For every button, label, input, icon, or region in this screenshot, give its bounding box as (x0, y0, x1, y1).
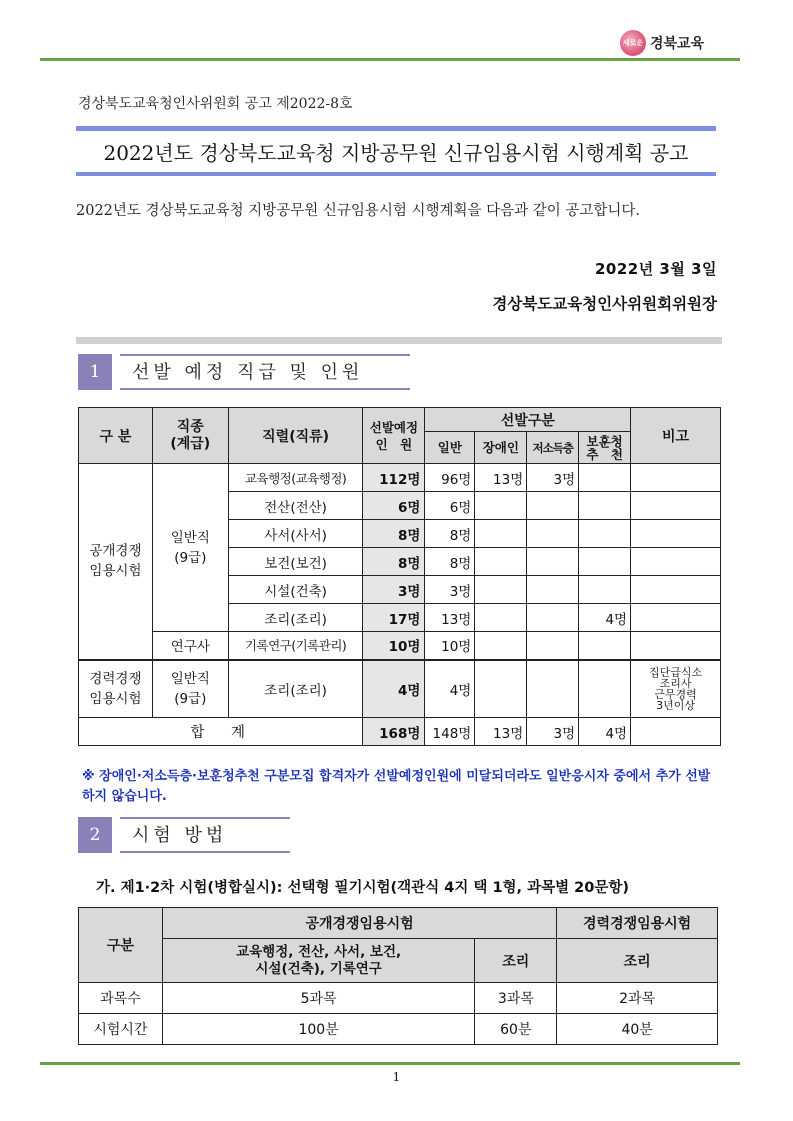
section-divider (76, 337, 722, 344)
group-general9-career: 일반직 (9급) (152, 660, 228, 718)
table-row (79, 1014, 718, 1045)
cell-remark (631, 576, 721, 604)
header-disabled: 장애인 (475, 432, 527, 464)
cell-open-general: 100분 (162, 1014, 474, 1045)
cell-remark (631, 632, 721, 660)
cell-open-general: 5과목 (162, 983, 474, 1014)
cell-lowincome (527, 576, 579, 604)
exam-method-table (78, 907, 718, 1045)
cell-general: 13명 (425, 604, 475, 632)
cell-planned: 6명 (363, 492, 425, 520)
title-rule-bottom (76, 172, 716, 176)
cell-lowincome: 3명 (527, 464, 579, 492)
cell-general: 3명 (425, 576, 475, 604)
header-remark: 비고 (631, 408, 721, 464)
cell-veteran (579, 548, 631, 576)
header-type: 직종 (계급) (152, 408, 228, 464)
cell-planned: 4명 (363, 660, 425, 718)
cell-veteran: 4명 (579, 604, 631, 632)
page-number: 1 (392, 1070, 401, 1084)
total-label: 합 계 (79, 718, 363, 746)
cell-series: 전산(전산) (228, 492, 363, 520)
header-veteran: 보훈청 추 천 (579, 432, 631, 464)
cell-disabled (475, 548, 527, 576)
group-general9: 일반직 (9급) (152, 464, 228, 632)
total-general: 148명 (425, 718, 475, 746)
top-rule (40, 58, 740, 61)
cell-general: 10명 (425, 632, 475, 660)
cell-series: 보건(보건) (228, 548, 363, 576)
cell-veteran (579, 464, 631, 492)
total-lowincome: 3명 (527, 718, 579, 746)
cell-veteran (579, 576, 631, 604)
cell-disabled (475, 576, 527, 604)
header-open-general: 교육행정, 전산, 사서, 보건, 시설(건축), 기록연구 (162, 939, 474, 983)
cell-planned: 8명 (363, 548, 425, 576)
cell-planned: 17명 (363, 604, 425, 632)
cell-lowincome (527, 520, 579, 548)
cell-lowincome (527, 632, 579, 660)
cell-series: 사서(사서) (228, 520, 363, 548)
cell-disabled (475, 604, 527, 632)
footnote: ※ 장애인·저소득층·보훈청추천 구분모집 합격자가 선발예정인원에 미달되더라도 일반응시자 중에서 추가 선발하지 않습니다. (82, 769, 711, 804)
cell-veteran (579, 632, 631, 660)
total-row (79, 718, 721, 746)
table-row (79, 632, 721, 660)
total-disabled: 13명 (475, 718, 527, 746)
header-selection: 선발구분 (425, 408, 631, 432)
cell-remark (631, 548, 721, 576)
notice-date: 2022년 3월 3일 (594, 260, 717, 278)
exam-subheading: 가. 제1·2차 시험(병합실시): 선택형 필기시험(객관식 4지 택 1형, 과목별 20문항) (96, 880, 629, 896)
signer: 경상북도교육청인사위원회위원장 (492, 295, 717, 313)
logo (620, 30, 704, 56)
notice-number: 경상북도교육청인사위원회 공고 제2022-8호 (78, 96, 353, 112)
cell-lowincome (527, 660, 579, 718)
cell-disabled (475, 492, 527, 520)
cell-veteran (579, 520, 631, 548)
header-open-cook: 조리 (475, 939, 557, 983)
header-planned: 선발예정 인 원 (363, 408, 425, 464)
logo-text: 경북교육 (650, 36, 705, 52)
table-row (79, 464, 721, 492)
cell-disabled: 13명 (475, 464, 527, 492)
cell-general: 8명 (425, 548, 475, 576)
header-general: 일반 (425, 432, 475, 464)
header-division: 구분 (79, 908, 163, 983)
group-researcher: 연구사 (152, 632, 228, 660)
cell-remark (631, 520, 721, 548)
cell-general: 96명 (425, 464, 475, 492)
total-veteran: 4명 (579, 718, 631, 746)
title-rule-top (76, 126, 716, 131)
cell-remark (631, 604, 721, 632)
cell-general: 6명 (425, 492, 475, 520)
cell-remark (631, 464, 721, 492)
cell-open-cook: 60분 (475, 1014, 557, 1045)
cell-remark (631, 492, 721, 520)
header-career: 경력경쟁임용시험 (557, 908, 718, 939)
cell-lowincome (527, 604, 579, 632)
row-label: 과목수 (79, 983, 163, 1014)
header-career-cook: 조리 (557, 939, 718, 983)
cell-lowincome (527, 492, 579, 520)
header-lowincome: 저소득층 (527, 432, 579, 464)
cell-disabled (475, 632, 527, 660)
cell-planned: 10명 (363, 632, 425, 660)
cell-open-cook: 3과목 (475, 983, 557, 1014)
cell-remark: 집단급식소 조리사 근무경력 3년이상 (631, 660, 721, 718)
header-series: 직렬(직류) (228, 408, 363, 464)
cell-series: 시설(건축) (228, 576, 363, 604)
table-row (79, 660, 721, 718)
recruitment-table (78, 407, 721, 746)
cell-series: 조리(조리) (228, 660, 363, 718)
section-title: 선발 예정 직급 및 인원 (120, 354, 410, 390)
section-title: 시험 방법 (120, 817, 290, 853)
cell-disabled (475, 520, 527, 548)
document-title: 2022년도 경상북도교육청 지방공무원 신규임용시험 시행계획 공고 (103, 141, 689, 165)
cell-series: 교육행정(교육행정) (228, 464, 363, 492)
cell-planned: 8명 (363, 520, 425, 548)
logo-mark: 새로운 (620, 30, 646, 56)
cell-general: 8명 (425, 520, 475, 548)
bottom-rule (40, 1062, 740, 1065)
cell-lowincome (527, 548, 579, 576)
cell-career-cook: 40분 (557, 1014, 718, 1045)
header-division: 구 분 (79, 408, 153, 464)
cell-series: 조리(조리) (228, 604, 363, 632)
cell-planned: 3명 (363, 576, 425, 604)
row-label: 시험시간 (79, 1014, 163, 1045)
cell-series: 기록연구(기록관리) (228, 632, 363, 660)
intro-paragraph: 2022년도 경상북도교육청 지방공무원 신규임용시험 시행계획을 다음과 같이 공고합니다. (76, 203, 641, 219)
cell-veteran (579, 492, 631, 520)
total-remark (631, 718, 721, 746)
cell-planned: 112명 (363, 464, 425, 492)
cell-general: 4명 (425, 660, 475, 718)
header-open: 공개경쟁임용시험 (162, 908, 556, 939)
section-number: 2 (78, 817, 112, 853)
group-open: 공개경쟁 임용시험 (79, 464, 153, 660)
cell-career-cook: 2과목 (557, 983, 718, 1014)
total-planned: 168명 (363, 718, 425, 746)
section-number: 1 (78, 354, 112, 390)
group-career: 경력경쟁 임용시험 (79, 660, 153, 718)
table-row (79, 983, 718, 1014)
cell-veteran (579, 660, 631, 718)
cell-disabled (475, 660, 527, 718)
